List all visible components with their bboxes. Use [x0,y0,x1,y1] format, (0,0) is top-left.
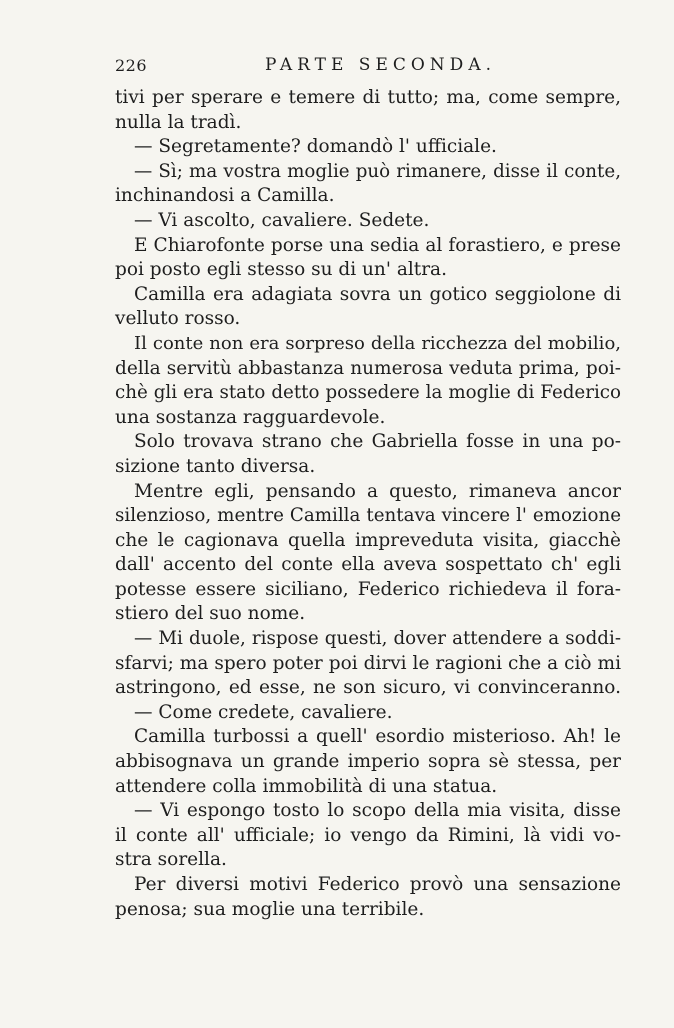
text-line: Il conte non era sorpreso della ricchezza del mobilio, [134,332,621,354]
text-line: attendere colla immobilità di una statua. [115,775,498,797]
text-line: poi posto egli stesso su di un' altra. [115,259,447,281]
page-number: 226 [115,56,148,75]
text-line: penosa; sua moglie una terribile. [115,898,425,920]
text-line: E Chiarofonte porse una sedia al forastiero, e prese [134,234,621,256]
text-line: abbisognava un grande imperio sopra sè stessa, per [115,751,621,773]
text-line: della servitù abbastanza numerosa veduta prima, poi- [115,357,621,379]
text-line: silenzioso, mentre Camilla tentava vincere l' emozione [115,505,621,527]
text-line: Camilla turbossi a quell' esordio misterioso. Ah! le [134,726,621,748]
running-title: PARTE SECONDA. [265,55,496,75]
page-header [115,50,621,86]
text-line: potesse essere siciliano, Federico richiedeva il fora- [115,578,621,600]
text-line: nulla la tradì. [115,111,242,133]
text-line: Camilla era adagiata sovra un gotico seggiolone di [134,283,621,305]
text-line: Mentre egli, pensando a questo, rimaneva ancor [134,480,621,502]
text-line: sizione tanto diversa. [115,455,316,477]
text-line: astringono, ed esse, ne son sicuro, vi convinceranno. [115,677,621,699]
text-line: — Vi espongo tosto lo scopo della mia visita, disse [134,800,621,822]
text-line: — Come credete, cavaliere. [134,701,393,723]
text-line: il conte all' ufficiale; io vengo da Rimini, là vidi vo- [115,824,621,846]
text-line: — Mi duole, rispose questi, dover attendere a soddi- [134,628,621,650]
text-line: chè gli era stato detto possedere la moglie di Federico [115,382,621,404]
text-line: velluto rosso. [115,308,241,330]
text-line: sfarvi; ma spero poter poi dirvi le ragioni che a ciò mi [115,652,621,674]
book-page [115,50,621,922]
text-line: — Segretamente? domandò l' ufficiale. [134,136,497,158]
text-line: — Sì; ma vostra moglie può rimanere, disse il conte, [134,160,621,182]
text-line: Per diversi motivi Federico provò una sensazione [134,874,621,895]
body-text [115,86,621,922]
text-line: una sostanza ragguardevole. [115,406,386,428]
text-line: stiero del suo nome. [115,603,306,625]
text-line: dall' accento del conte ella aveva sospettato ch' egli [115,554,621,576]
text-line: inchinandosi a Camilla. [115,185,335,207]
text-line: che le cagionava quella impreveduta visita, giacchè [115,529,621,551]
text-line: Solo trovava strano che Gabriella fosse in una po- [134,431,621,453]
text-line: — Vi ascolto, cavaliere. Sedete. [134,209,430,231]
text-line: tivi per sperare e temere di tutto; ma, come sempre, [115,87,621,108]
text-line: stra sorella. [115,849,227,871]
